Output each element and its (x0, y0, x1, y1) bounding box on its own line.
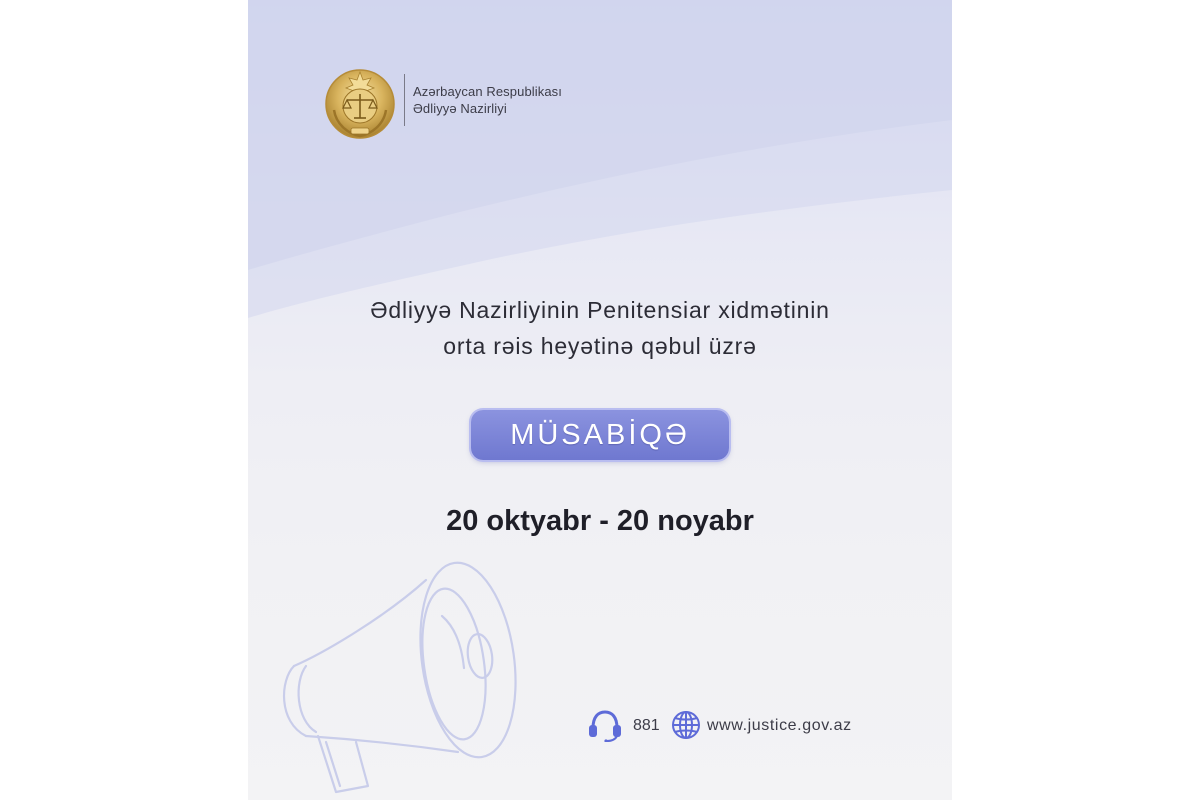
announcement-card (248, 0, 952, 800)
headline-line2: orta rəis heyətinə qəbul üzrə (443, 333, 757, 359)
date-range: 20 oktyabr - 20 noyabr (446, 505, 754, 537)
org-name-line2: Ədliyyə Nazirliyi (413, 101, 507, 116)
ministry-emblem-icon (322, 66, 398, 142)
org-name-line1: Azərbaycan Respublikası (413, 84, 562, 99)
headline-line1: Ədliyyə Nazirliyinin Penitensiar xidmətinin (370, 297, 830, 323)
headset-icon (586, 708, 624, 742)
megaphone-icon (266, 556, 566, 800)
globe-icon (670, 709, 702, 741)
background-swoosh (248, 0, 952, 320)
logo-divider (404, 74, 405, 126)
phone-number[interactable]: 881 (633, 717, 660, 734)
contest-badge (471, 410, 729, 460)
contest-badge-label: MÜSABİQƏ (510, 418, 690, 451)
website-link[interactable]: www.justice.gov.az (707, 717, 852, 734)
